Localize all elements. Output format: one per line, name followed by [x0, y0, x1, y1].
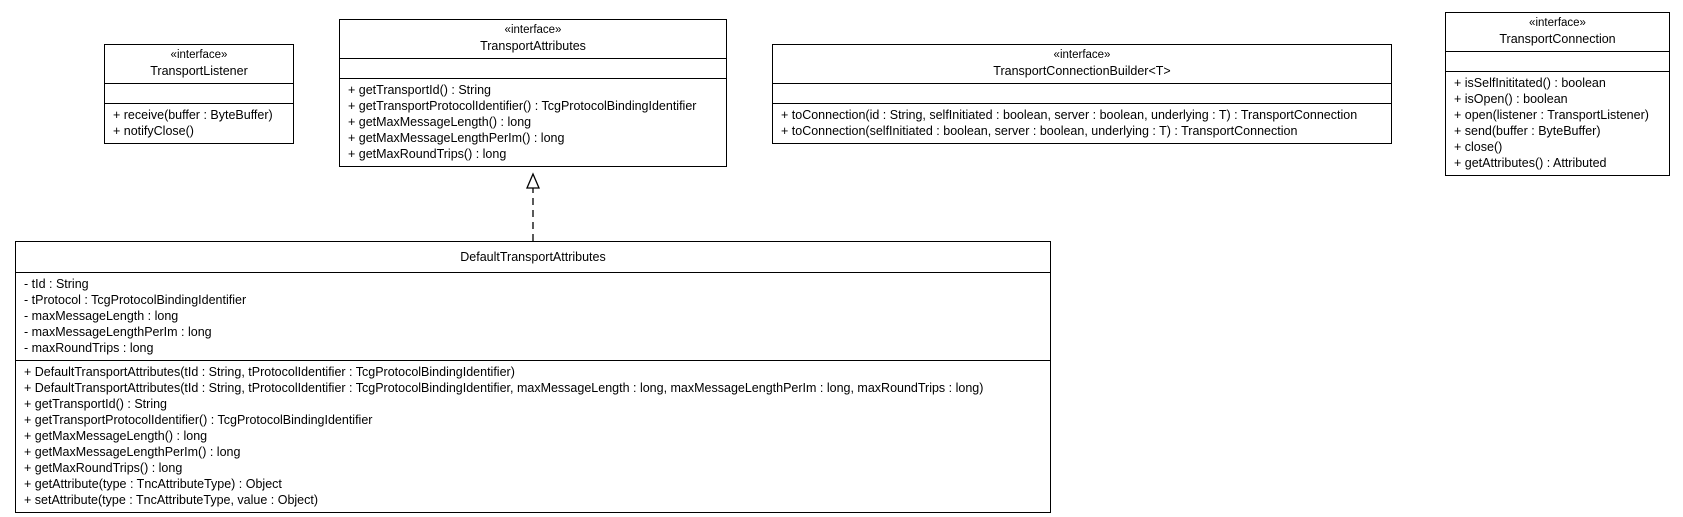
operation-row: + getMaxMessageLength() : long	[24, 429, 208, 443]
stereotype-label: «interface»	[170, 49, 228, 61]
operation-row: + getMaxMessageLengthPerIm() : long	[24, 445, 241, 459]
operation-row: + getAttributes() : Attributed	[1454, 156, 1607, 170]
operation-row: + close()	[1454, 140, 1503, 154]
operation-row: + isOpen() : boolean	[1454, 92, 1568, 106]
operation-row: + getTransportId() : String	[24, 397, 167, 411]
class-name: TransportConnection	[1499, 32, 1616, 46]
class-name: DefaultTransportAttributes	[460, 250, 606, 264]
class-name: TransportConnectionBuilder<T>	[993, 64, 1171, 78]
operation-row: + toConnection(id : String, selfInitiated : boolean, server : boolean, underlying : T) : TransportConnection	[781, 108, 1358, 122]
operation-row: + getTransportProtocolIdentifier() : TcgProtocolBindingIdentifier	[348, 99, 697, 113]
stereotype-label: «interface»	[504, 24, 562, 36]
operation-row: + getMaxMessageLengthPerIm() : long	[348, 131, 565, 145]
attribute-row: - maxRoundTrips : long	[24, 341, 154, 355]
operation-row: + DefaultTransportAttributes(tId : String, tProtocolIdentifier : TcgProtocolBindingIdentifier, maxMessageLength : long, maxMessageLengthPerIm : long, maxRoundTrips : long)	[24, 381, 984, 395]
operation-row: + send(buffer : ByteBuffer)	[1454, 124, 1601, 138]
attribute-row: - tId : String	[24, 277, 89, 291]
operation-row: + getMaxRoundTrips() : long	[24, 461, 183, 475]
operation-row: + DefaultTransportAttributes(tId : String, tProtocolIdentifier : TcgProtocolBindingIdentifier)	[24, 365, 515, 379]
operation-row: + getTransportProtocolIdentifier() : TcgProtocolBindingIdentifier	[24, 413, 373, 427]
class-name: TransportAttributes	[480, 39, 586, 53]
attribute-row: - maxMessageLength : long	[24, 309, 179, 323]
attribute-row: - maxMessageLengthPerIm : long	[24, 325, 212, 339]
operation-row: + setAttribute(type : TncAttributeType, value : Object)	[24, 493, 319, 507]
operation-row: + notifyClose()	[113, 124, 194, 138]
class-name: TransportListener	[150, 64, 248, 78]
realization-arrowhead	[527, 174, 539, 188]
operation-row: + toConnection(selfInitiated : boolean, server : boolean, underlying : T) : TransportConnection	[781, 124, 1298, 138]
operation-row: + receive(buffer : ByteBuffer)	[113, 108, 273, 122]
operation-row: + isSelfInititated() : boolean	[1454, 76, 1606, 90]
operation-row: + getMaxMessageLength() : long	[348, 115, 532, 129]
attribute-row: - tProtocol : TcgProtocolBindingIdentifier	[24, 293, 247, 307]
operation-row: + getMaxRoundTrips() : long	[348, 147, 507, 161]
stereotype-label: «interface»	[1529, 17, 1586, 29]
stereotype-label: «interface»	[1053, 49, 1111, 61]
operation-row: + getAttribute(type : TncAttributeType) : Object	[24, 477, 282, 491]
operation-row: + getTransportId() : String	[348, 83, 491, 97]
operation-row: + open(listener : TransportListener)	[1454, 108, 1649, 122]
